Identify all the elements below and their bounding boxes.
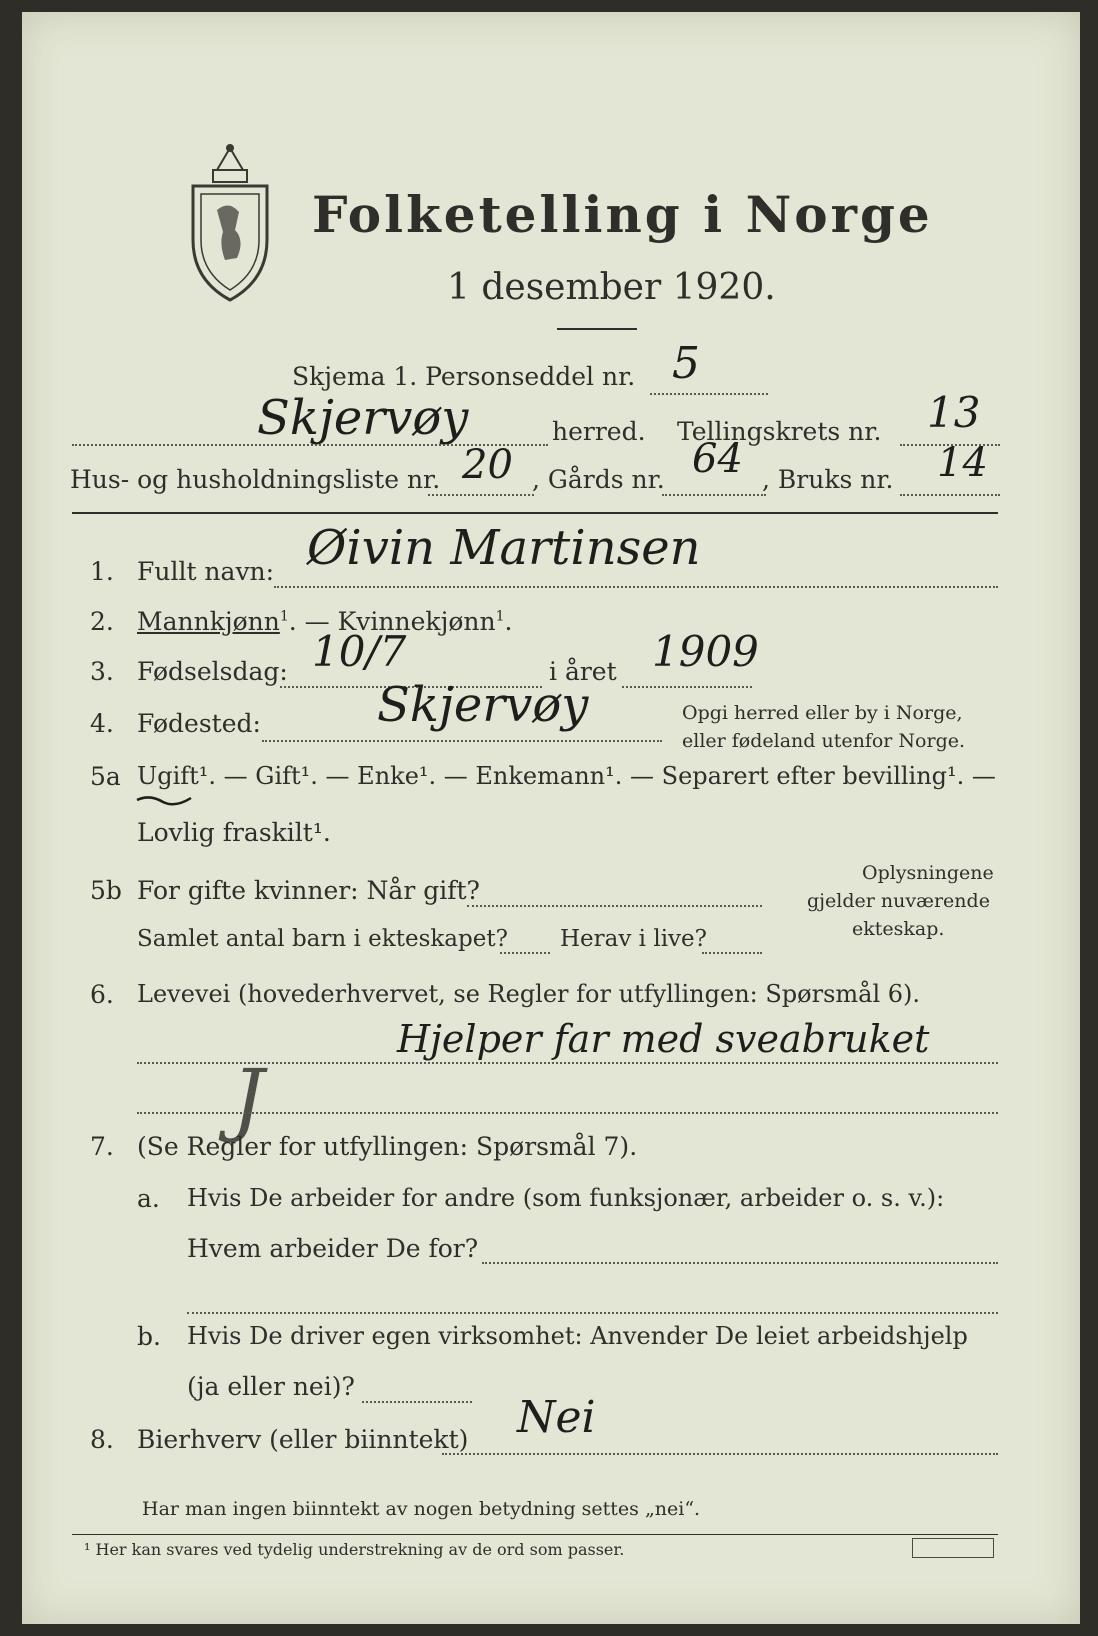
children-alive-line xyxy=(702,952,762,954)
gards-line xyxy=(662,494,766,496)
personseddel-label: Skjema 1. Personseddel nr. xyxy=(292,362,636,391)
q2-sex-options: Mannkjønn$^1$. — Kvinnekjønn$^1$. xyxy=(137,607,513,636)
q4-note-line2: eller fødeland utenfor Norge. xyxy=(682,730,966,752)
personseddel-line xyxy=(650,393,768,395)
bruks-line xyxy=(900,494,1000,496)
q5b-label: For gifte kvinner: Når gift? xyxy=(137,876,480,905)
birthplace-line xyxy=(262,740,662,742)
gards-label: , Gårds nr. xyxy=(532,465,665,494)
q7a-letter: a. xyxy=(137,1184,160,1213)
herred-value: Skjervøy xyxy=(257,390,469,446)
bruks-label: , Bruks nr. xyxy=(762,465,894,494)
occupation-value: Hjelper far med sveabruket xyxy=(397,1017,930,1061)
birth-year-line xyxy=(622,686,752,688)
coat-of-arms-icon xyxy=(187,140,273,306)
header-divider xyxy=(72,512,998,514)
occupation-line xyxy=(137,1062,998,1064)
census-form xyxy=(22,12,1080,1624)
footer-note: Har man ingen biinntekt av nogen betydning settes „nei“. xyxy=(142,1498,701,1520)
q4-number: 4. xyxy=(90,709,114,738)
q1-label: Fullt navn: xyxy=(137,557,275,586)
printer-stamp xyxy=(912,1538,994,1558)
q3-number: 3. xyxy=(90,657,114,686)
personseddel-number: 5 xyxy=(672,338,700,389)
q1-number: 1. xyxy=(90,557,114,586)
q4-label: Fødested: xyxy=(137,709,261,738)
q5b-note-line3: ekteskap. xyxy=(852,918,945,940)
q7b-hired-help-label: (ja eller nei)? xyxy=(187,1372,355,1401)
q5b-alive-label: Herav i live? xyxy=(560,926,707,952)
q6-label: Levevei (hovederhvervet, se Regler for utfyllingen: Spørsmål 6). xyxy=(137,980,921,1008)
female-option: . — Kvinnekjønn xyxy=(288,607,496,636)
side-income-value: Nei xyxy=(517,1392,596,1443)
q6-number: 6. xyxy=(90,980,114,1009)
tellingskrets-label: Tellingskrets nr. xyxy=(677,417,882,446)
husliste-label: Hus- og husholdningsliste nr. xyxy=(70,465,441,494)
q5a-number: 5a xyxy=(90,762,121,791)
title-divider xyxy=(557,328,637,330)
q7b-letter: b. xyxy=(137,1322,161,1351)
birth-year-value: 1909 xyxy=(652,627,759,676)
q5b-number: 5b xyxy=(90,876,122,905)
marital-status-options-cont: Lovlig fraskilt¹. xyxy=(137,818,331,847)
q3-year-label: i året xyxy=(549,657,617,686)
herred-label: herred. xyxy=(552,417,646,446)
q8-number: 8. xyxy=(90,1425,114,1454)
form-title: Folketelling i Norge xyxy=(312,185,933,244)
q3-label: Fødselsdag: xyxy=(137,657,288,686)
q8-label: Bierhverv (eller biinntekt) xyxy=(137,1425,469,1454)
married-when-line xyxy=(467,905,762,907)
census-date: 1 desember 1920. xyxy=(447,267,776,308)
employer-line-2 xyxy=(187,1312,998,1314)
q7a-employer-label: Hvem arbeider De for? xyxy=(187,1234,479,1263)
side-income-line xyxy=(442,1453,998,1455)
q2-number: 2. xyxy=(90,607,114,636)
bruks-number: 14 xyxy=(937,440,988,486)
q7b-label: Hvis De driver egen virksomhet: Anvender De leiet arbeidshjelp xyxy=(187,1322,968,1350)
q5b-children-label: Samlet antal barn i ekteskapet? xyxy=(137,926,508,952)
birthplace-value: Skjervøy xyxy=(377,677,589,733)
occupation-line-2 xyxy=(137,1112,998,1114)
q4-note-line1: Opgi herred eller by i Norge, xyxy=(682,702,963,724)
gards-number: 64 xyxy=(692,436,743,482)
full-name-value: Øivin Martinsen xyxy=(307,520,701,576)
q5b-note-line2: gjelder nuværende xyxy=(807,890,990,912)
birthday-value: 10/7 xyxy=(312,627,407,676)
footer-divider xyxy=(72,1534,998,1535)
husliste-line xyxy=(428,494,534,496)
ugift-underline-mark xyxy=(135,792,195,812)
marital-status-options: Ugift¹. — Gift¹. — Enke¹. — Enkemann¹. — Separert efter bevilling¹. — xyxy=(137,762,996,790)
children-total-line xyxy=(500,952,550,954)
full-name-line xyxy=(274,586,998,588)
tellingskrets-number: 13 xyxy=(927,388,981,437)
q5b-note-line1: Oplysningene xyxy=(862,862,994,884)
hired-help-line xyxy=(362,1401,472,1403)
occupation-code-mark: J xyxy=(232,1052,265,1145)
q7-label: (Se Regler for utfyllingen: Spørsmål 7). xyxy=(137,1132,638,1161)
male-option: Mannkjønn xyxy=(137,607,280,636)
q7-number: 7. xyxy=(90,1132,114,1161)
employer-line xyxy=(482,1262,998,1264)
husliste-number: 20 xyxy=(462,442,513,488)
q7a-label: Hvis De arbeider for andre (som funksjonær, arbeider o. s. v.): xyxy=(187,1184,945,1212)
footnote: ¹ Her kan svares ved tydelig understrekning av de ord som passer. xyxy=(84,1540,625,1559)
